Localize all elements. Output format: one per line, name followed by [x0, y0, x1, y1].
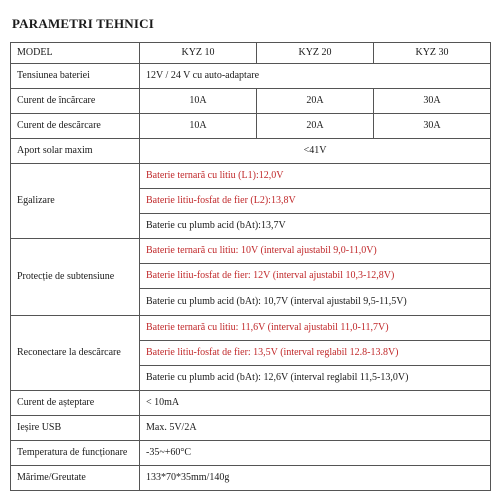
row-egalizare-l1	[11, 164, 491, 189]
value-marime: 133*70*35mm/140g	[140, 466, 491, 491]
label-temperatura: Temperatura de funcționare	[11, 441, 140, 466]
label-egalizare: Egalizare	[11, 164, 140, 239]
value-incarcare-20: 20A	[257, 89, 374, 114]
value-tensiune: 12V / 24 V cu auto-adaptare	[140, 64, 491, 89]
row-usb	[11, 416, 491, 441]
page-title: PARAMETRI TEHNICI	[12, 16, 154, 31]
header-kyz30: KYZ 30	[374, 43, 491, 64]
label-incarcare: Curent de încărcare	[11, 89, 140, 114]
value-reconectare-l2: Baterie litiu-fosfat de fier: 13,5V (interval reglabil 12.8-13.8V)	[140, 341, 491, 366]
value-incarcare-10: 10A	[140, 89, 257, 114]
value-subtensiune-l2: Baterie litiu-fosfat de fier: 12V (interval ajustabil 10,3-12,8V)	[140, 264, 491, 289]
label-reconectare: Reconectare la descărcare	[11, 316, 140, 391]
header-kyz20: KYZ 20	[257, 43, 374, 64]
value-descarcare-20: 20A	[257, 114, 374, 139]
row-subtensiune-l1	[11, 239, 491, 264]
row-aport	[11, 139, 491, 164]
spec-table	[10, 42, 491, 491]
row-marime	[11, 466, 491, 491]
value-aport: <41V	[140, 139, 491, 164]
label-aport: Aport solar maxim	[11, 139, 140, 164]
value-incarcare-30: 30A	[374, 89, 491, 114]
label-marime: Mărime/Greutate	[11, 466, 140, 491]
value-subtensiune-bat: Baterie cu plumb acid (bAt): 10,7V (interval ajustabil 9,5-11,5V)	[140, 289, 491, 316]
value-descarcare-10: 10A	[140, 114, 257, 139]
row-incarcare	[11, 89, 491, 114]
label-asteptare: Curent de așteptare	[11, 391, 140, 416]
label-descarcare: Curent de descărcare	[11, 114, 140, 139]
value-reconectare-l1: Baterie ternară cu litiu: 11,6V (interval ajustabil 11,0-11,7V)	[140, 316, 491, 341]
row-reconectare-l1	[11, 316, 491, 341]
value-usb: Max. 5V/2A	[140, 416, 491, 441]
value-egalizare-bat: Baterie cu plumb acid (bAt):13,7V	[140, 214, 491, 239]
value-egalizare-l1: Baterie ternară cu litiu (L1):12,0V	[140, 164, 491, 189]
row-descarcare	[11, 114, 491, 139]
label-usb: Ieșire USB	[11, 416, 140, 441]
value-temperatura: -35~+60°C	[140, 441, 491, 466]
header-kyz10: KYZ 10	[140, 43, 257, 64]
header-model: MODEL	[11, 43, 140, 64]
value-reconectare-bat: Baterie cu plumb acid (bAt): 12,6V (interval reglabil 11,5-13,0V)	[140, 366, 491, 391]
label-subtensiune: Protecție de subtensiune	[11, 239, 140, 316]
header-row	[11, 43, 491, 64]
value-subtensiune-l1: Baterie ternară cu litiu: 10V (interval ajustabil 9,0-11,0V)	[140, 239, 491, 264]
value-asteptare: < 10mA	[140, 391, 491, 416]
row-tensiune	[11, 64, 491, 89]
value-egalizare-l2: Baterie litiu-fosfat de fier (L2):13,8V	[140, 189, 491, 214]
row-asteptare	[11, 391, 491, 416]
label-tensiune: Tensiunea bateriei	[11, 64, 140, 89]
row-temperatura	[11, 441, 491, 466]
value-descarcare-30: 30A	[374, 114, 491, 139]
